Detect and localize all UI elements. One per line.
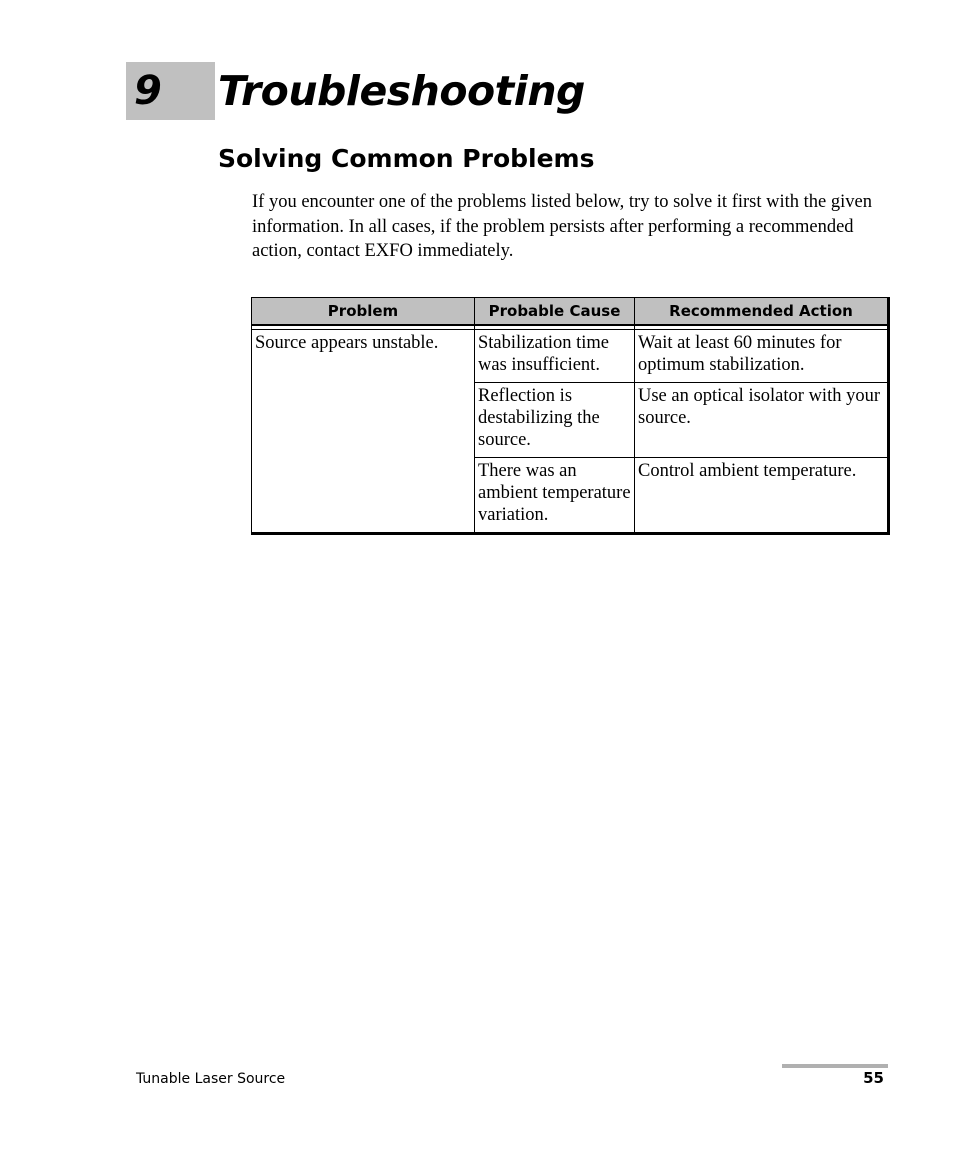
header-problem: Problem (252, 298, 475, 326)
cause-cell: There was an ambient temperature variation. (475, 458, 635, 534)
footer-doc-title: Tunable Laser Source (136, 1071, 286, 1087)
cause-cell: Stabilization time was insufficient. (475, 330, 635, 383)
chapter-title: Troubleshooting (218, 67, 585, 115)
table-header-row (252, 298, 889, 326)
problem-cell: Source appears unstable. (252, 330, 475, 534)
footer-rule (782, 1064, 888, 1068)
chapter-number: 9 (134, 68, 162, 114)
action-cell: Wait at least 60 minutes for optimum stabilization. (635, 330, 889, 383)
intro-paragraph: If you encounter one of the problems listed below, try to solve it first with the given information. In all cases, if the problem persists after performing a recommended action, contact EXFO immediately. (252, 192, 872, 261)
header-probable-cause: Probable Cause (475, 298, 635, 326)
page-number: 55 (863, 1069, 884, 1087)
action-cell: Use an optical isolator with your source. (635, 383, 889, 458)
cause-cell: Reflection is destabilizing the source. (475, 383, 635, 458)
troubleshooting-table (251, 297, 890, 535)
section-title: Solving Common Problems (218, 144, 595, 173)
action-cell: Control ambient temperature. (635, 458, 889, 534)
header-recommended-action: Recommended Action (635, 298, 889, 326)
table-row (252, 330, 889, 383)
